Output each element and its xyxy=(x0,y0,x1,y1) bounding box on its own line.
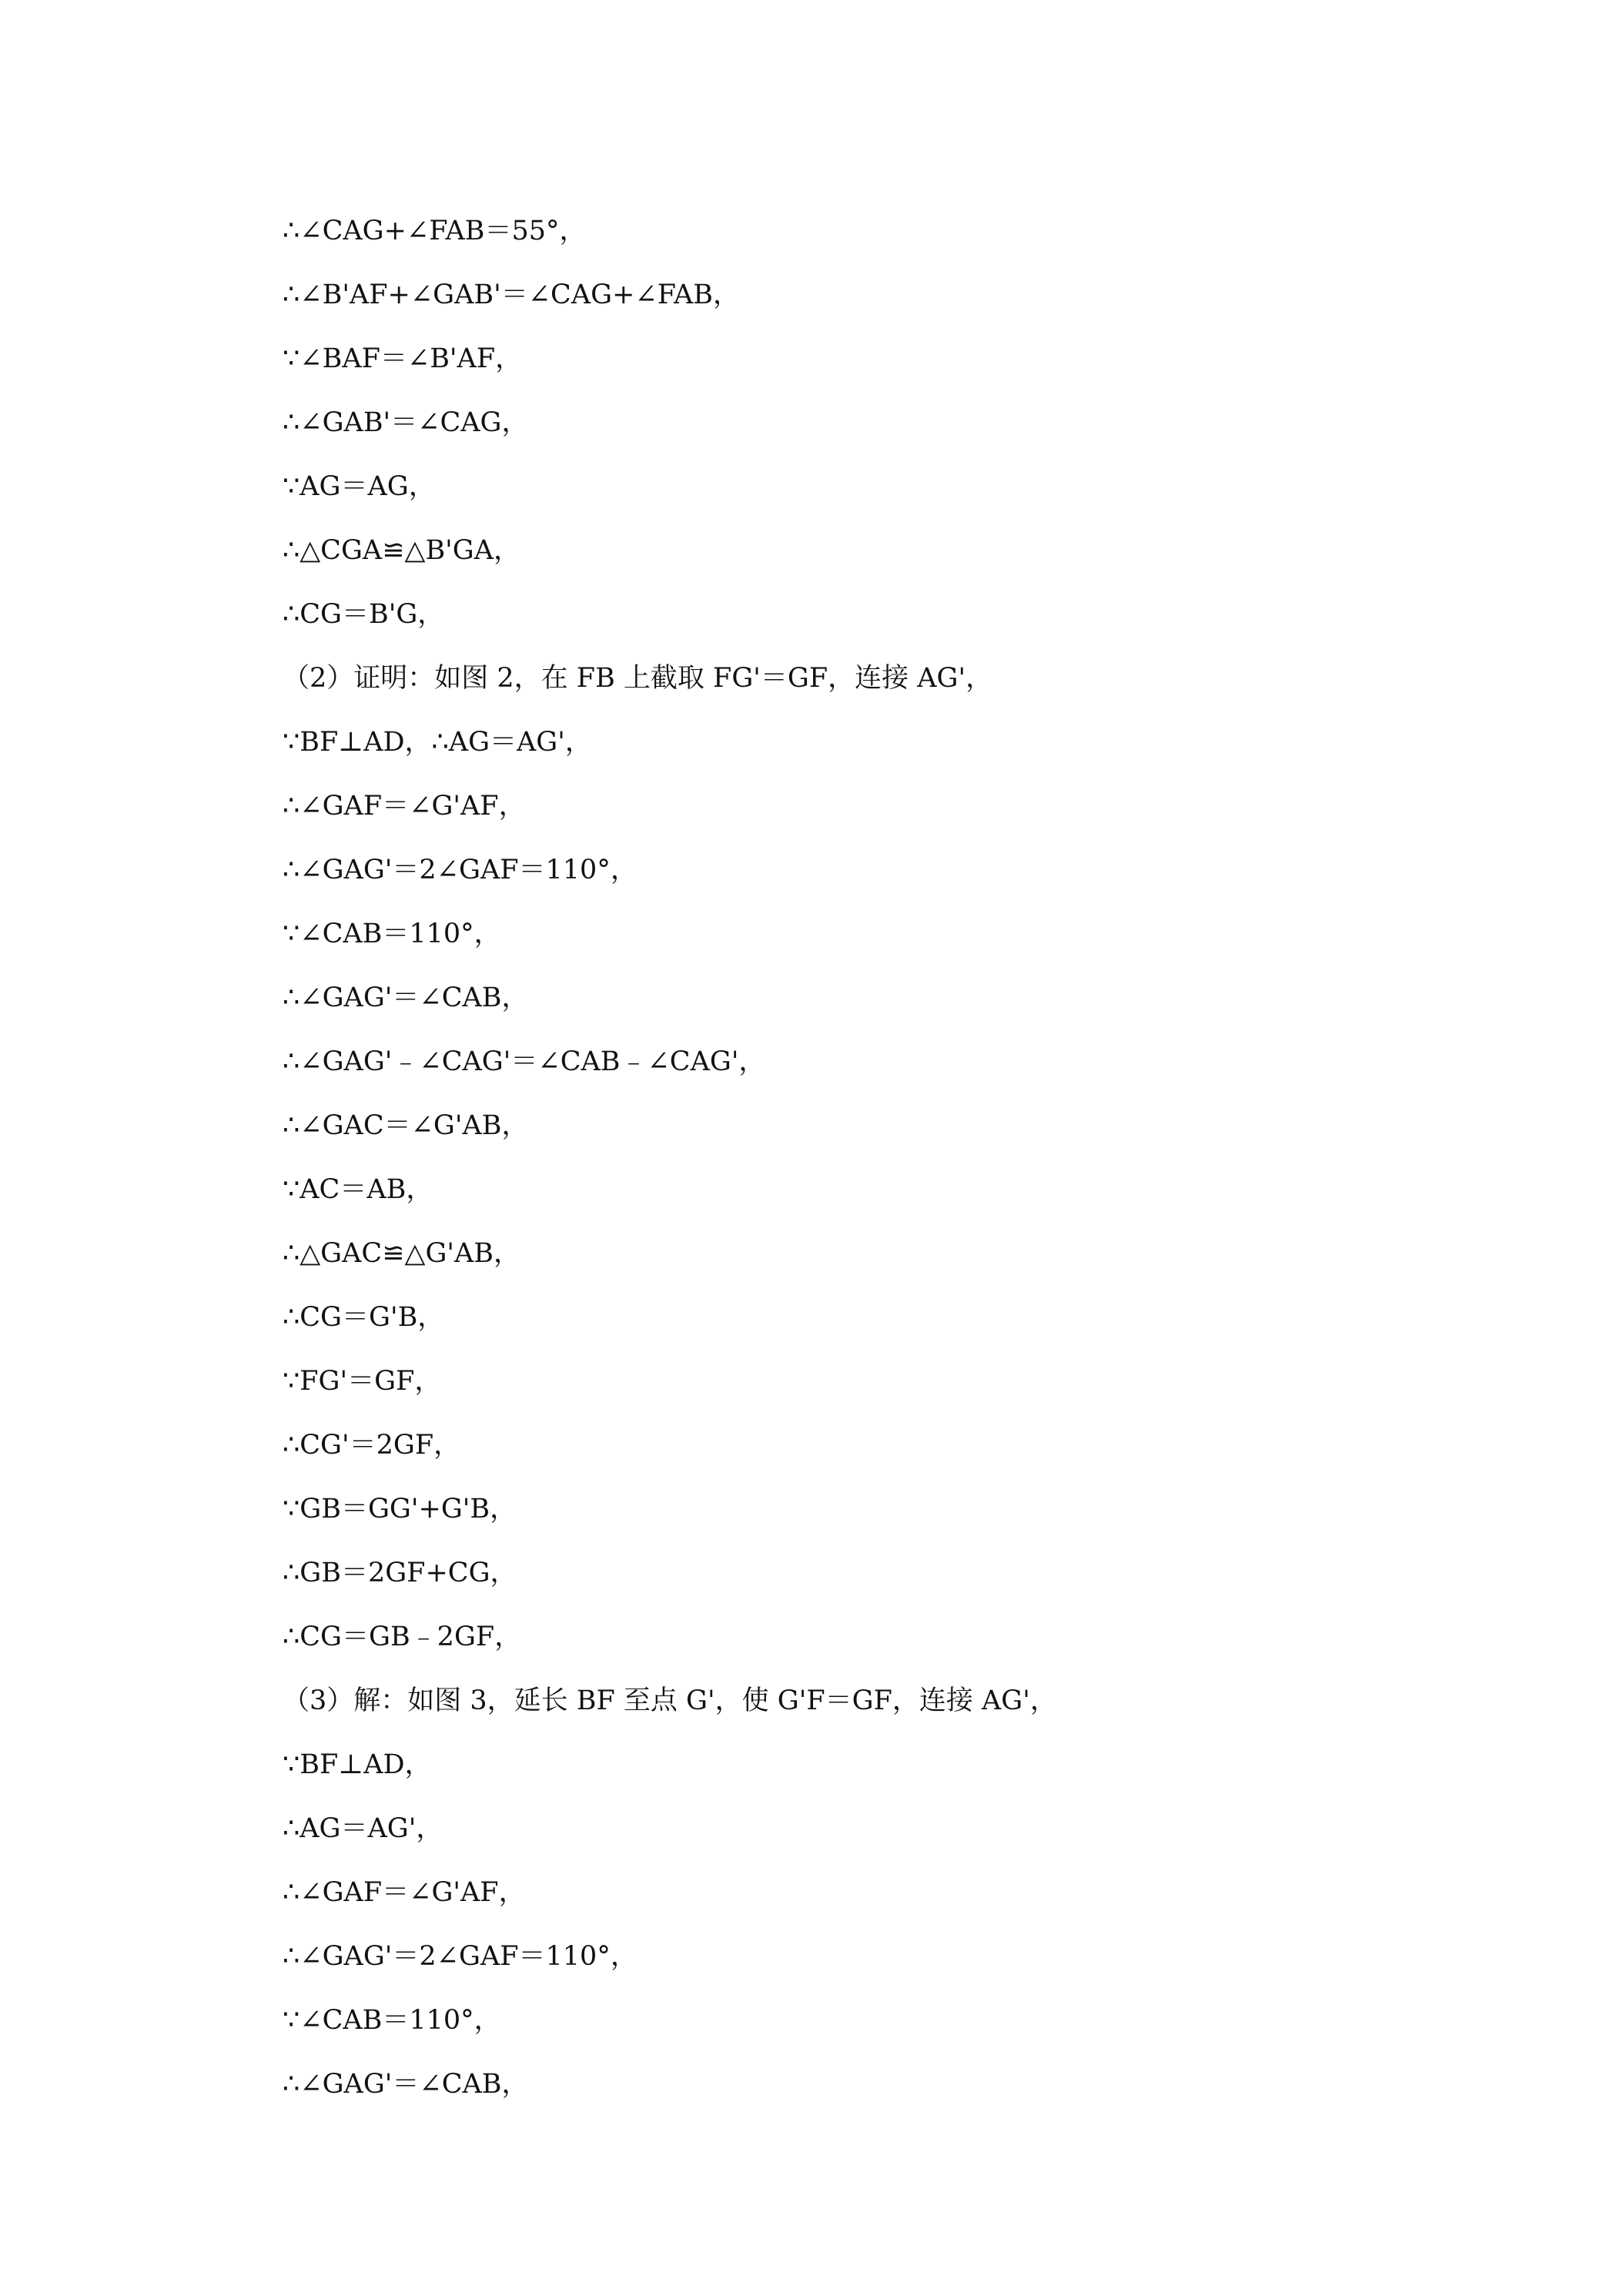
proof-line: ∵∠BAF＝∠B'AF， xyxy=(283,343,523,374)
proof-line: ∴∠GAC＝∠G'AB， xyxy=(283,1110,529,1141)
proof-line: ∵AC＝AB， xyxy=(283,1174,433,1205)
proof-line: ∵BF⊥AD，∴AG＝AG'， xyxy=(283,727,592,758)
proof-line: ∴CG＝B'G， xyxy=(283,599,445,630)
proof-line: ∵∠CAB＝110°， xyxy=(283,2005,501,2036)
proof-line: ∵AG＝AG， xyxy=(283,471,436,502)
proof-line: ∴CG'＝2GF， xyxy=(283,1430,461,1461)
proof-line: ∴CG＝G'B， xyxy=(283,1302,445,1333)
proof-line: ∴∠GAG'＝2∠GAF＝110°， xyxy=(283,855,637,885)
proof-line: ∴∠GAB'＝∠CAG， xyxy=(283,407,529,438)
proof-line: ∴∠GAF＝∠G'AF， xyxy=(283,1877,526,1908)
proof-line: ∵FG'＝GF， xyxy=(283,1366,442,1397)
proof-line: ∴∠GAG'﹣∠CAG'＝∠CAB﹣∠CAG'， xyxy=(283,1046,766,1077)
proof-line: ∴GB＝2GF+CG， xyxy=(283,1558,517,1588)
proof-line: ∴CG＝GB﹣2GF， xyxy=(283,1622,522,1652)
proof-line: ∴∠GAF＝∠G'AF， xyxy=(283,791,526,822)
proof-line: ∴∠B'AF+∠GAB'＝∠CAG+∠FAB， xyxy=(283,279,740,310)
proof-line: ∴△GAC≌△G'AB， xyxy=(283,1238,521,1269)
proof-line: ∴△CGA≌△B'GA， xyxy=(283,535,521,566)
section-heading-2: （2）证明：如图 2，在 FB 上截取 FG'＝GF，连接 AG'， xyxy=(283,663,993,694)
section-heading-3: （3）解：如图 3，延长 BF 至点 G'，使 G'F＝GF，连接 AG'， xyxy=(283,1685,1057,1716)
proof-line: ∵GB＝GG'+G'B， xyxy=(283,1494,517,1525)
proof-line: ∵∠CAB＝110°， xyxy=(283,919,501,949)
proof-line: ∴∠GAG'＝∠CAB， xyxy=(283,2069,529,2100)
proof-line: ∵BF⊥AD， xyxy=(283,1749,432,1780)
proof-line: ∴∠GAG'＝2∠GAF＝110°， xyxy=(283,1941,637,1972)
proof-line: ∴∠CAG+∠FAB＝55°， xyxy=(283,216,587,246)
proof-line: ∴∠GAG'＝∠CAB， xyxy=(283,982,529,1013)
proof-line: ∴AG＝AG'， xyxy=(283,1813,443,1844)
